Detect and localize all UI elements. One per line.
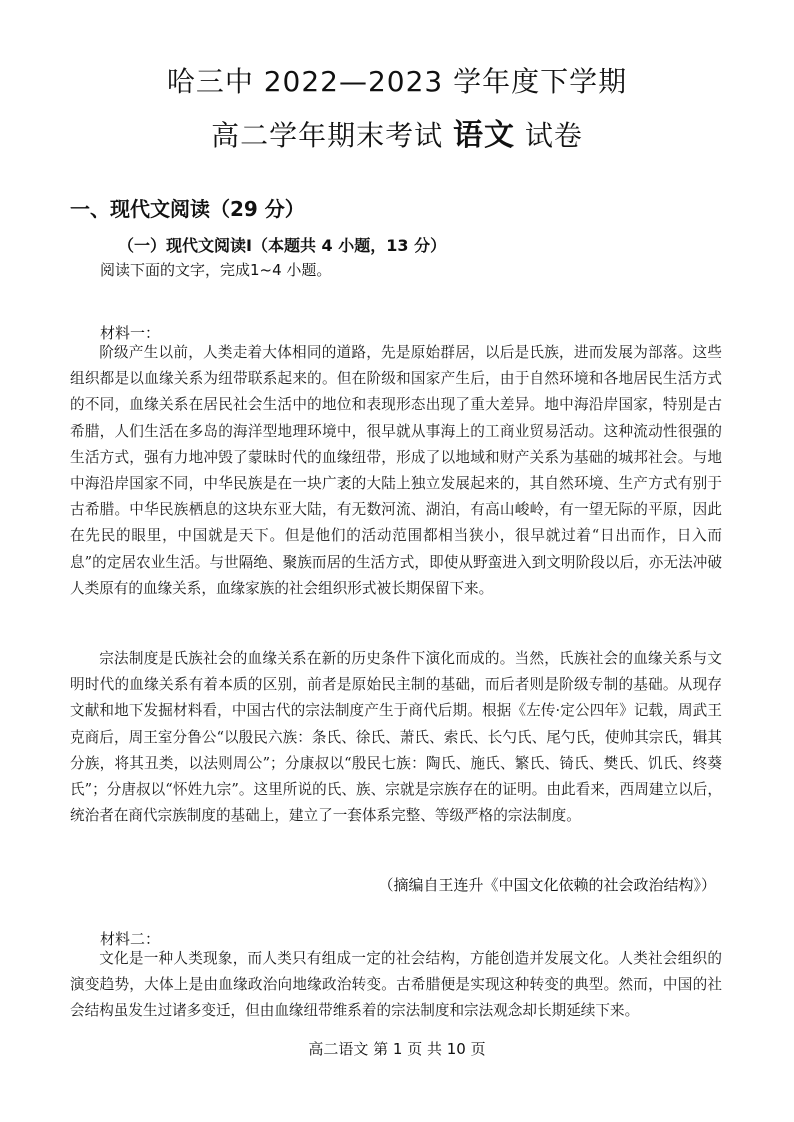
exam-title-line2: [0, 110, 794, 154]
exam-title-line1: 哈三中 2022—2023 学年度下学期: [166, 65, 628, 98]
material2-label: 材料二：: [100, 930, 161, 948]
subsection-heading: （一）现代文阅读Ⅰ（本题共 4 小题，13 分）: [118, 236, 447, 255]
page-footer: 高二语文 第 1 页 共 10 页: [308, 1040, 486, 1058]
material1-paragraph2: 宗法制度是氏族社会的血缘关系在新的历史条件下演化而成的。当然，氏族社会的血缘关系与文明时代的血缘关系有着本质的区别，前者是原始民主制的基础，而后者则是阶级专制的基础。从现存文献和地下发掘材料看，中国古代的宗法制度产生于商代后期。根据《左传·定公四年》记载，周武王克商后，周王室分鲁公“以殷民六族：条氏、徐氏、萧氏、索氏、长勺氏、尾勺氏，使帅其宗氏，辑其分族，将其丑类，以法则周公”；分康叔以“殷民七族：陶氏、施氏、繁氏、锜氏、樊氏、饥氏、终葵氏”；分唐叔以“怀姓九宗”。这里所说的氏、族、宗就是宗族存在的证明。由此看来，西周建立以后，统治者在商代宗族制度的基础上，建立了一套体系完整、等级严格的宗法制度。: [70, 650, 722, 825]
material1-source: （摘编自王连升《中国文化依赖的社会政治结构》）: [378, 876, 716, 894]
section-heading: 一、现代文阅读（29 分）: [70, 197, 305, 221]
exam-title-suffix: 试卷: [515, 119, 583, 152]
reading-instruction: 阅读下面的文字，完成1~4 小题。: [100, 261, 332, 279]
exam-subject: 语文: [453, 118, 515, 153]
material1-label: 材料一：: [100, 324, 161, 342]
exam-title-prefix: 高二学年期末考试: [211, 119, 453, 152]
material1-paragraph1: 阶级产生以前，人类走着大体相同的道路，先是原始群居，以后是氏族，进而发展为部落。这些组织都是以血缘关系为纽带联系起来的。但在阶级和国家产生后，由于自然环境和各地居民生活方式的不同，血缘关系在居民社会生活中的地位和表现形态出现了重大差异。地中海沿岸国家，特别是古希腊，人们生活在多岛的海洋型地理环境中，很早就从事海上的工商业贸易活动。这种流动性很强的生活方式，强有力地冲毁了蒙昧时代的血缘纽带，形成了以地域和财产关系为基础的城邦社会。与地中海沿岸国家不同，中华民族是在一块广袤的大陆上独立发展起来的，其自然环境、生产方式有别于古希腊。中华民族栖息的这块东亚大陆，有无数河流、湖泊，有高山峻岭，有一望无际的平原，因此在先民的眼里，中国就是天下。但是他们的活动范围都相当狭小，很早就过着“日出而作，日入而息”的定居农业生活。与世隔绝、聚族而居的生活方式，即使从野蛮进入到文明阶段以后，亦无法冲破人类原有的血缘关系，血缘家族的社会组织形式被长期保留下来。: [70, 344, 722, 597]
material2-paragraph1: 文化是一种人类现象，而人类只有组成一定的社会结构，方能创造并发展文化。人类社会组织的演变趋势，大体上是由血缘政治向地缘政治转变。古希腊便是实现这种转变的典型。然而，中国的社会结构虽发生过诸多变迁，但由血缘纽带维系着的宗法制度和宗法观念却长期延续下来。: [70, 950, 722, 1020]
